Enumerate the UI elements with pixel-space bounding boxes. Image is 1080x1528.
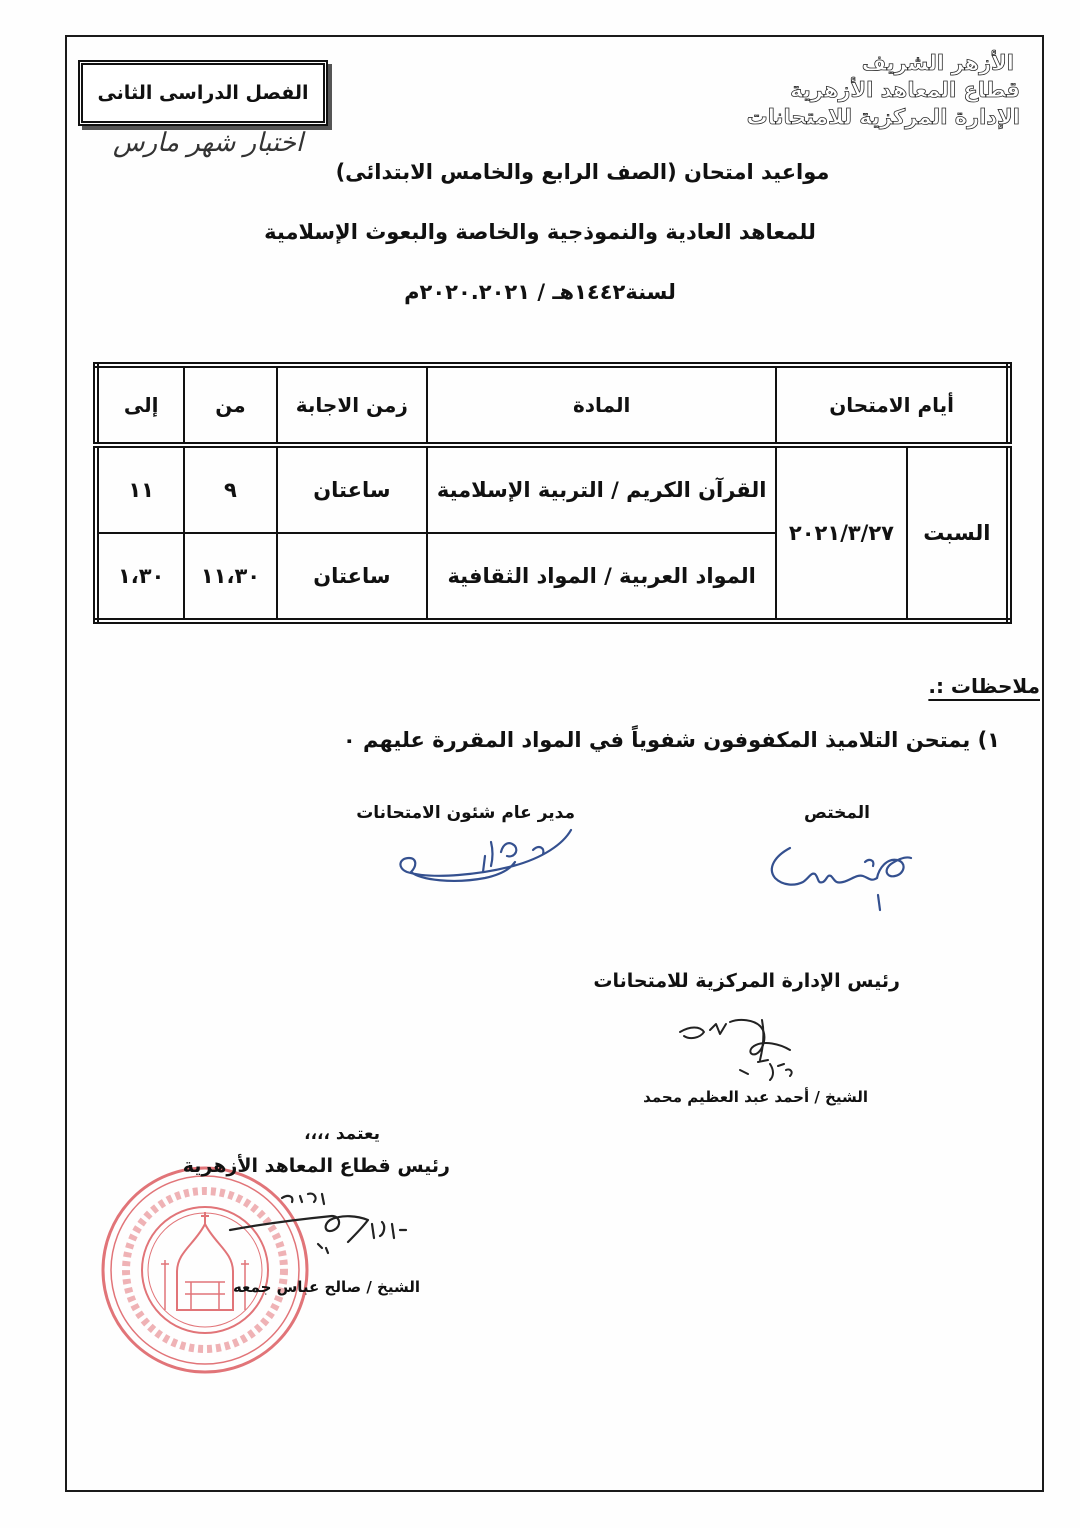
cell-from: ١١،٣٠ [184, 533, 276, 621]
letterhead-line-administration: الإدارة المركزية للامتحانات [746, 105, 1020, 129]
letterhead-line-azhar: الأزهر الشريف [861, 51, 1014, 75]
table-header-row [96, 365, 1009, 445]
header-duration: زمن الاجابة [277, 365, 427, 445]
header-subject: المادة [427, 365, 776, 445]
table-row [96, 445, 1009, 533]
page-border [65, 35, 1044, 1492]
academic-year: لسنة١٤٤٢هـ / ٢٠٢٠.٢٠٢١م [404, 280, 676, 304]
page-title: مواعيد امتحان (الصف الرابع والخامس الابتدائى) [335, 160, 830, 184]
note-item: ١) يمتحن التلاميذ المكفوفون شفوياً في المواد المقررة عليهم ٠ [342, 728, 1000, 752]
letterhead [746, 50, 1020, 131]
header-to: إلى [96, 365, 184, 445]
sector-head-name: الشيخ / صالح عباس جمعه [232, 1278, 420, 1296]
handwritten-note: اختبار شهر مارس [112, 128, 304, 158]
cell-duration: ساعتان [277, 533, 427, 621]
header-from: من [184, 365, 276, 445]
central-head-signature [670, 1010, 800, 1086]
sector-head-title: رئيس قطاع المعاهد الأزهرية [182, 1155, 450, 1177]
cell-day: السبت [907, 445, 1009, 621]
notes-heading: ملاحظات :. [928, 674, 1040, 698]
cell-to: ١١ [96, 445, 184, 533]
schedule-table [93, 362, 1012, 624]
cell-subject: المواد العربية / المواد الثقافية [427, 533, 776, 621]
cell-to: ١،٣٠ [96, 533, 184, 621]
cell-subject: القرآن الكريم / التربية الإسلامية [427, 445, 776, 533]
specialist-title: المختص [804, 803, 870, 823]
general-manager-title: مدير عام شئون الامتحانات [356, 803, 575, 823]
cell-date: ٢٠٢١/٣/٢٧ [776, 445, 906, 621]
page-subtitle: للمعاهد العادية والنموذجية والخاصة والبعوث الإسلامية [264, 220, 816, 244]
semester-label: الفصل الدراسى الثانى [97, 82, 309, 104]
approval-label: يعتمد ،،،، [304, 1124, 380, 1144]
general-manager-signature [393, 822, 579, 894]
sector-head-signature [222, 1186, 412, 1258]
central-head-name: الشيخ / أحمد عبد العظيم محمد [643, 1088, 868, 1106]
cell-from: ٩ [184, 445, 276, 533]
semester-box [78, 60, 328, 126]
central-head-title: رئيس الإدارة المركزية للامتحانات [593, 970, 900, 992]
header-exam-days: أيام الامتحان [776, 365, 1009, 445]
letterhead-line-sector: قطاع المعاهد الأزهرية [790, 78, 1020, 102]
specialist-signature [765, 838, 915, 914]
cell-duration: ساعتان [277, 445, 427, 533]
